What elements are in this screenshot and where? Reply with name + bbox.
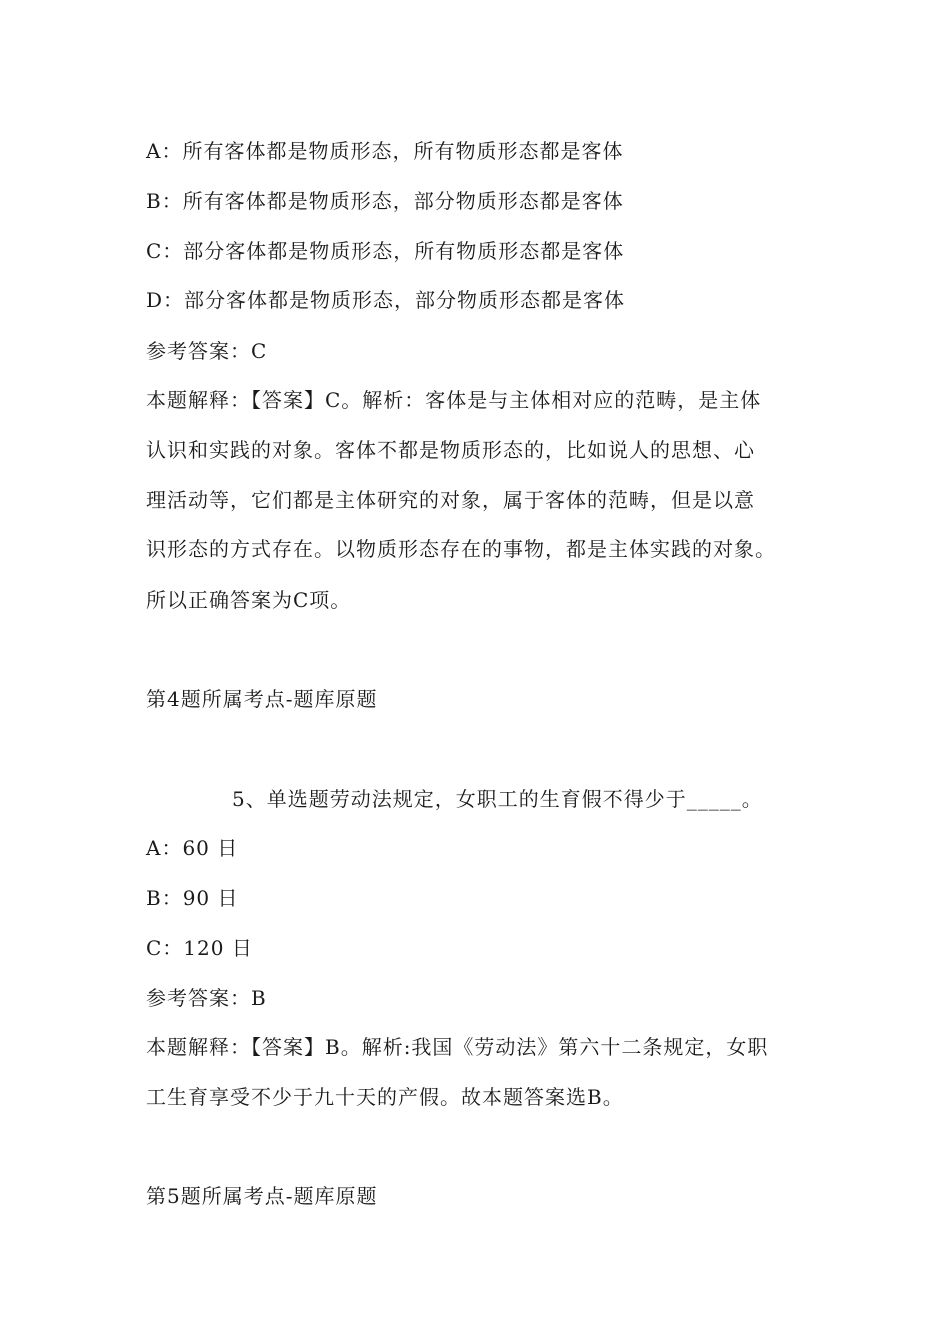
q5-option-a: A：60 日 [146, 836, 239, 860]
q4-explanation-line-1: 本题解释：【答案】C。解析：客体是与主体相对应的范畴，是主体 [146, 388, 762, 412]
q4-explanation-line-5: 所以正确答案为C项。 [146, 588, 352, 612]
q4-option-d: D：部分客体都是物质形态，部分物质形态都是客体 [146, 288, 626, 312]
q4-option-a: A：所有客体都是物质形态，所有物质形态都是客体 [146, 139, 624, 163]
q4-explanation-line-4: 识形态的方式存在。以物质形态存在的事物，都是主体实践的对象。 [146, 537, 776, 561]
q5-explanation-line-2: 工生育享受不少于九十天的产假。故本题答案选B。 [146, 1085, 624, 1109]
q5-topic: 第5题所属考点-题库原题 [146, 1184, 378, 1208]
q4-answer: 参考答案：C [146, 339, 268, 363]
q5-stem: 5、单选题劳动法规定，女职工的生育假不得少于_____。 [232, 787, 763, 811]
q4-topic: 第4题所属考点-题库原题 [146, 687, 378, 711]
q5-option-c: C：120 日 [146, 936, 253, 960]
q4-explanation-line-3: 理活动等，它们都是主体研究的对象，属于客体的范畴，但是以意 [146, 488, 755, 512]
q5-option-b: B：90 日 [146, 886, 239, 910]
q4-explanation-line-2: 认识和实践的对象。客体不都是物质形态的，比如说人的思想、心 [146, 438, 755, 462]
q4-option-b: B：所有客体都是物质形态，部分物质形态都是客体 [146, 189, 624, 213]
q4-option-c: C：部分客体都是物质形态，所有物质形态都是客体 [146, 239, 625, 263]
q5-answer: 参考答案：B [146, 986, 267, 1010]
q5-explanation-line-1: 本题解释：【答案】B。解析:我国《劳动法》第六十二条规定，女职 [146, 1035, 769, 1059]
